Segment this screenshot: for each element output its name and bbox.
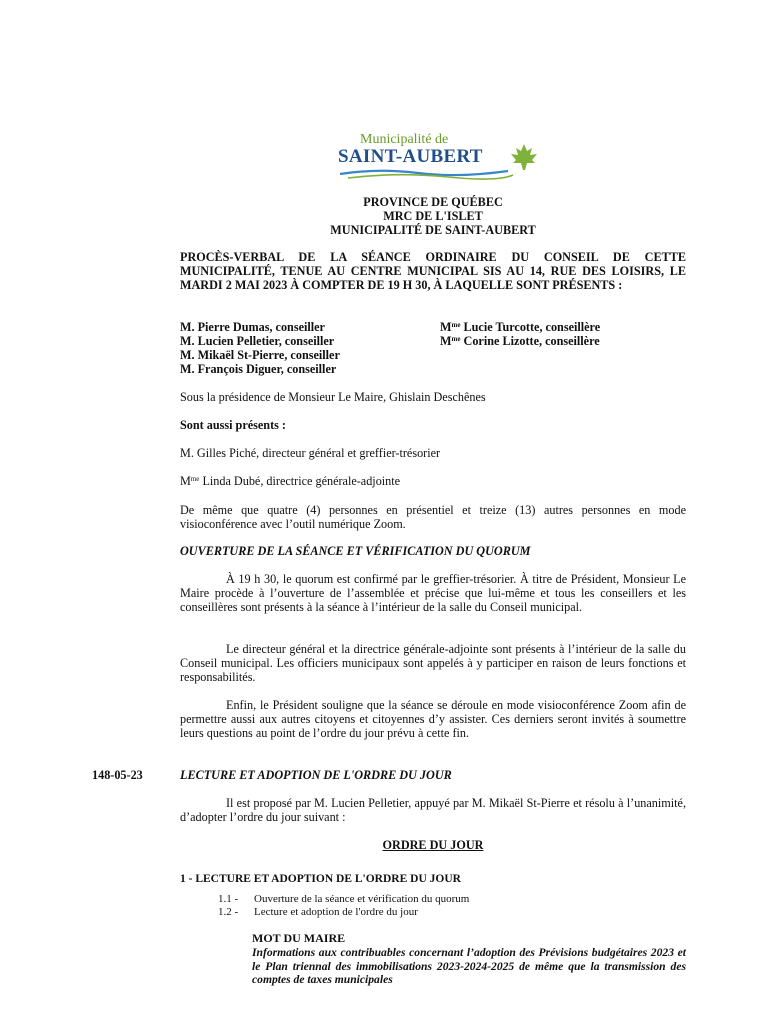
member-item: M. François Diguer, conseiller <box>180 362 337 376</box>
section-title-ouverture: OUVERTURE DE LA SÉANCE ET VÉRIFICATION DU QUORUM <box>180 544 531 558</box>
header-mrc: MRC DE L'ISLET <box>383 209 483 223</box>
aussi-presents-label: Sont aussi présents : <box>180 418 286 432</box>
member-item: $M^{me}$ Corine Lizotte, conseillère <box>440 334 600 348</box>
public-attendance: De même que quatre (4) personnes en présentiel et treize (13) autres personnes en mode visioconférence avec l’outil numérique Zoom. <box>180 503 686 531</box>
header-municipality: MUNICIPALITÉ DE SAINT-AUBERT <box>330 223 536 237</box>
maple-leaf-icon <box>338 132 548 180</box>
section-title-lecture: LECTURE ET ADOPTION DE L'ORDRE DU JOUR <box>180 768 452 782</box>
present-director: M. Gilles Piché, directeur général et greffier-trésorier <box>180 446 441 460</box>
member-item: $M^{me}$ Lucie Turcotte, conseillère <box>440 320 601 334</box>
logo-line2: SAINT-AUBERT <box>338 146 483 167</box>
present-assistant: $M^{me}$ Linda Dubé, directrice générale-adjointe <box>180 474 401 488</box>
header-province: PROVINCE DE QUÉBEC <box>363 195 503 209</box>
member-item: M. Pierre Dumas, conseiller <box>180 320 325 334</box>
municipality-logo <box>338 132 548 180</box>
members-left <box>180 320 340 376</box>
mot-du-maire-heading: MOT DU MAIRE <box>252 931 346 945</box>
member-item: M. Lucien Pelletier, conseiller <box>180 334 335 348</box>
ordre-du-jour-title: ORDRE DU JOUR <box>382 838 484 852</box>
members-right <box>440 320 600 348</box>
logo-line1: Municipalité de <box>360 132 449 147</box>
paragraph: Il est proposé par M. Lucien Pelletier, appuyé par M. Mikaël St-Pierre et résolu à l’unanimité, d’adopter l’ordre du jour suivant : <box>180 796 686 824</box>
mot-du-maire-info: Informations aux contribuables concernant l’adoption des Prévisions budgétaires 2023 et le Plan triennal des immobilisations 2023-2024-2025 de même que la transmission des comptes de taxes municipales <box>252 946 686 986</box>
resolution-number: 148-05-23 <box>92 768 143 782</box>
paragraph: Le directeur général et la directrice générale-adjointe sont présents à l’intérieur de la salle du Conseil municipal. Les officiers municipaux sont appelés à y participer en raison de leurs fonctions et responsabilités. <box>180 642 686 684</box>
agenda-item: 1 - LECTURE ET ADOPTION DE L'ORDRE DU JOUR <box>180 873 461 885</box>
paragraph: À 19 h 30, le quorum est confirmé par le greffier-trésorier. À titre de Président, Monsieur Le Maire procède à l’ouverture de l’assemblée et précise que lui-même et tous les conseillers et les conseillères sont présents à la séance à l’intérieur de la salle du Conseil municipal. <box>180 572 686 614</box>
paragraph: Enfin, le Président souligne que la séance se déroule en mode visioconférence Zoom afin de permettre aussi aux autres citoyens et citoyennes d’y assister. Ces derniers seront invités à soumettre leurs questions au point de l’ordre du jour prévu à cette fin. <box>180 698 686 740</box>
agenda-subitem: 1.2 - Lecture et adoption de l'ordre du jour <box>218 906 418 918</box>
proces-verbal-title: PROCÈS-VERBAL DE LA SÉANCE ORDINAIRE DU CONSEIL DE CETTE MUNICIPALITÉ, TENUE AU CENTRE MUNICIPAL SIS AU 14, RUE DES LOISIRS, LE MARDI 2 MAI 2023 À COMPTER DE 19 H 30, À LAQUELLE SONT PRÉSENTS : <box>180 250 686 292</box>
member-item: M. Mikaël St-Pierre, conseiller <box>180 348 340 362</box>
agenda-subitem: 1.1 - Ouverture de la séance et vérification du quorum <box>218 893 470 905</box>
presidence-text: Sous la présidence de Monsieur Le Maire, Ghislain Deschênes <box>180 390 486 404</box>
